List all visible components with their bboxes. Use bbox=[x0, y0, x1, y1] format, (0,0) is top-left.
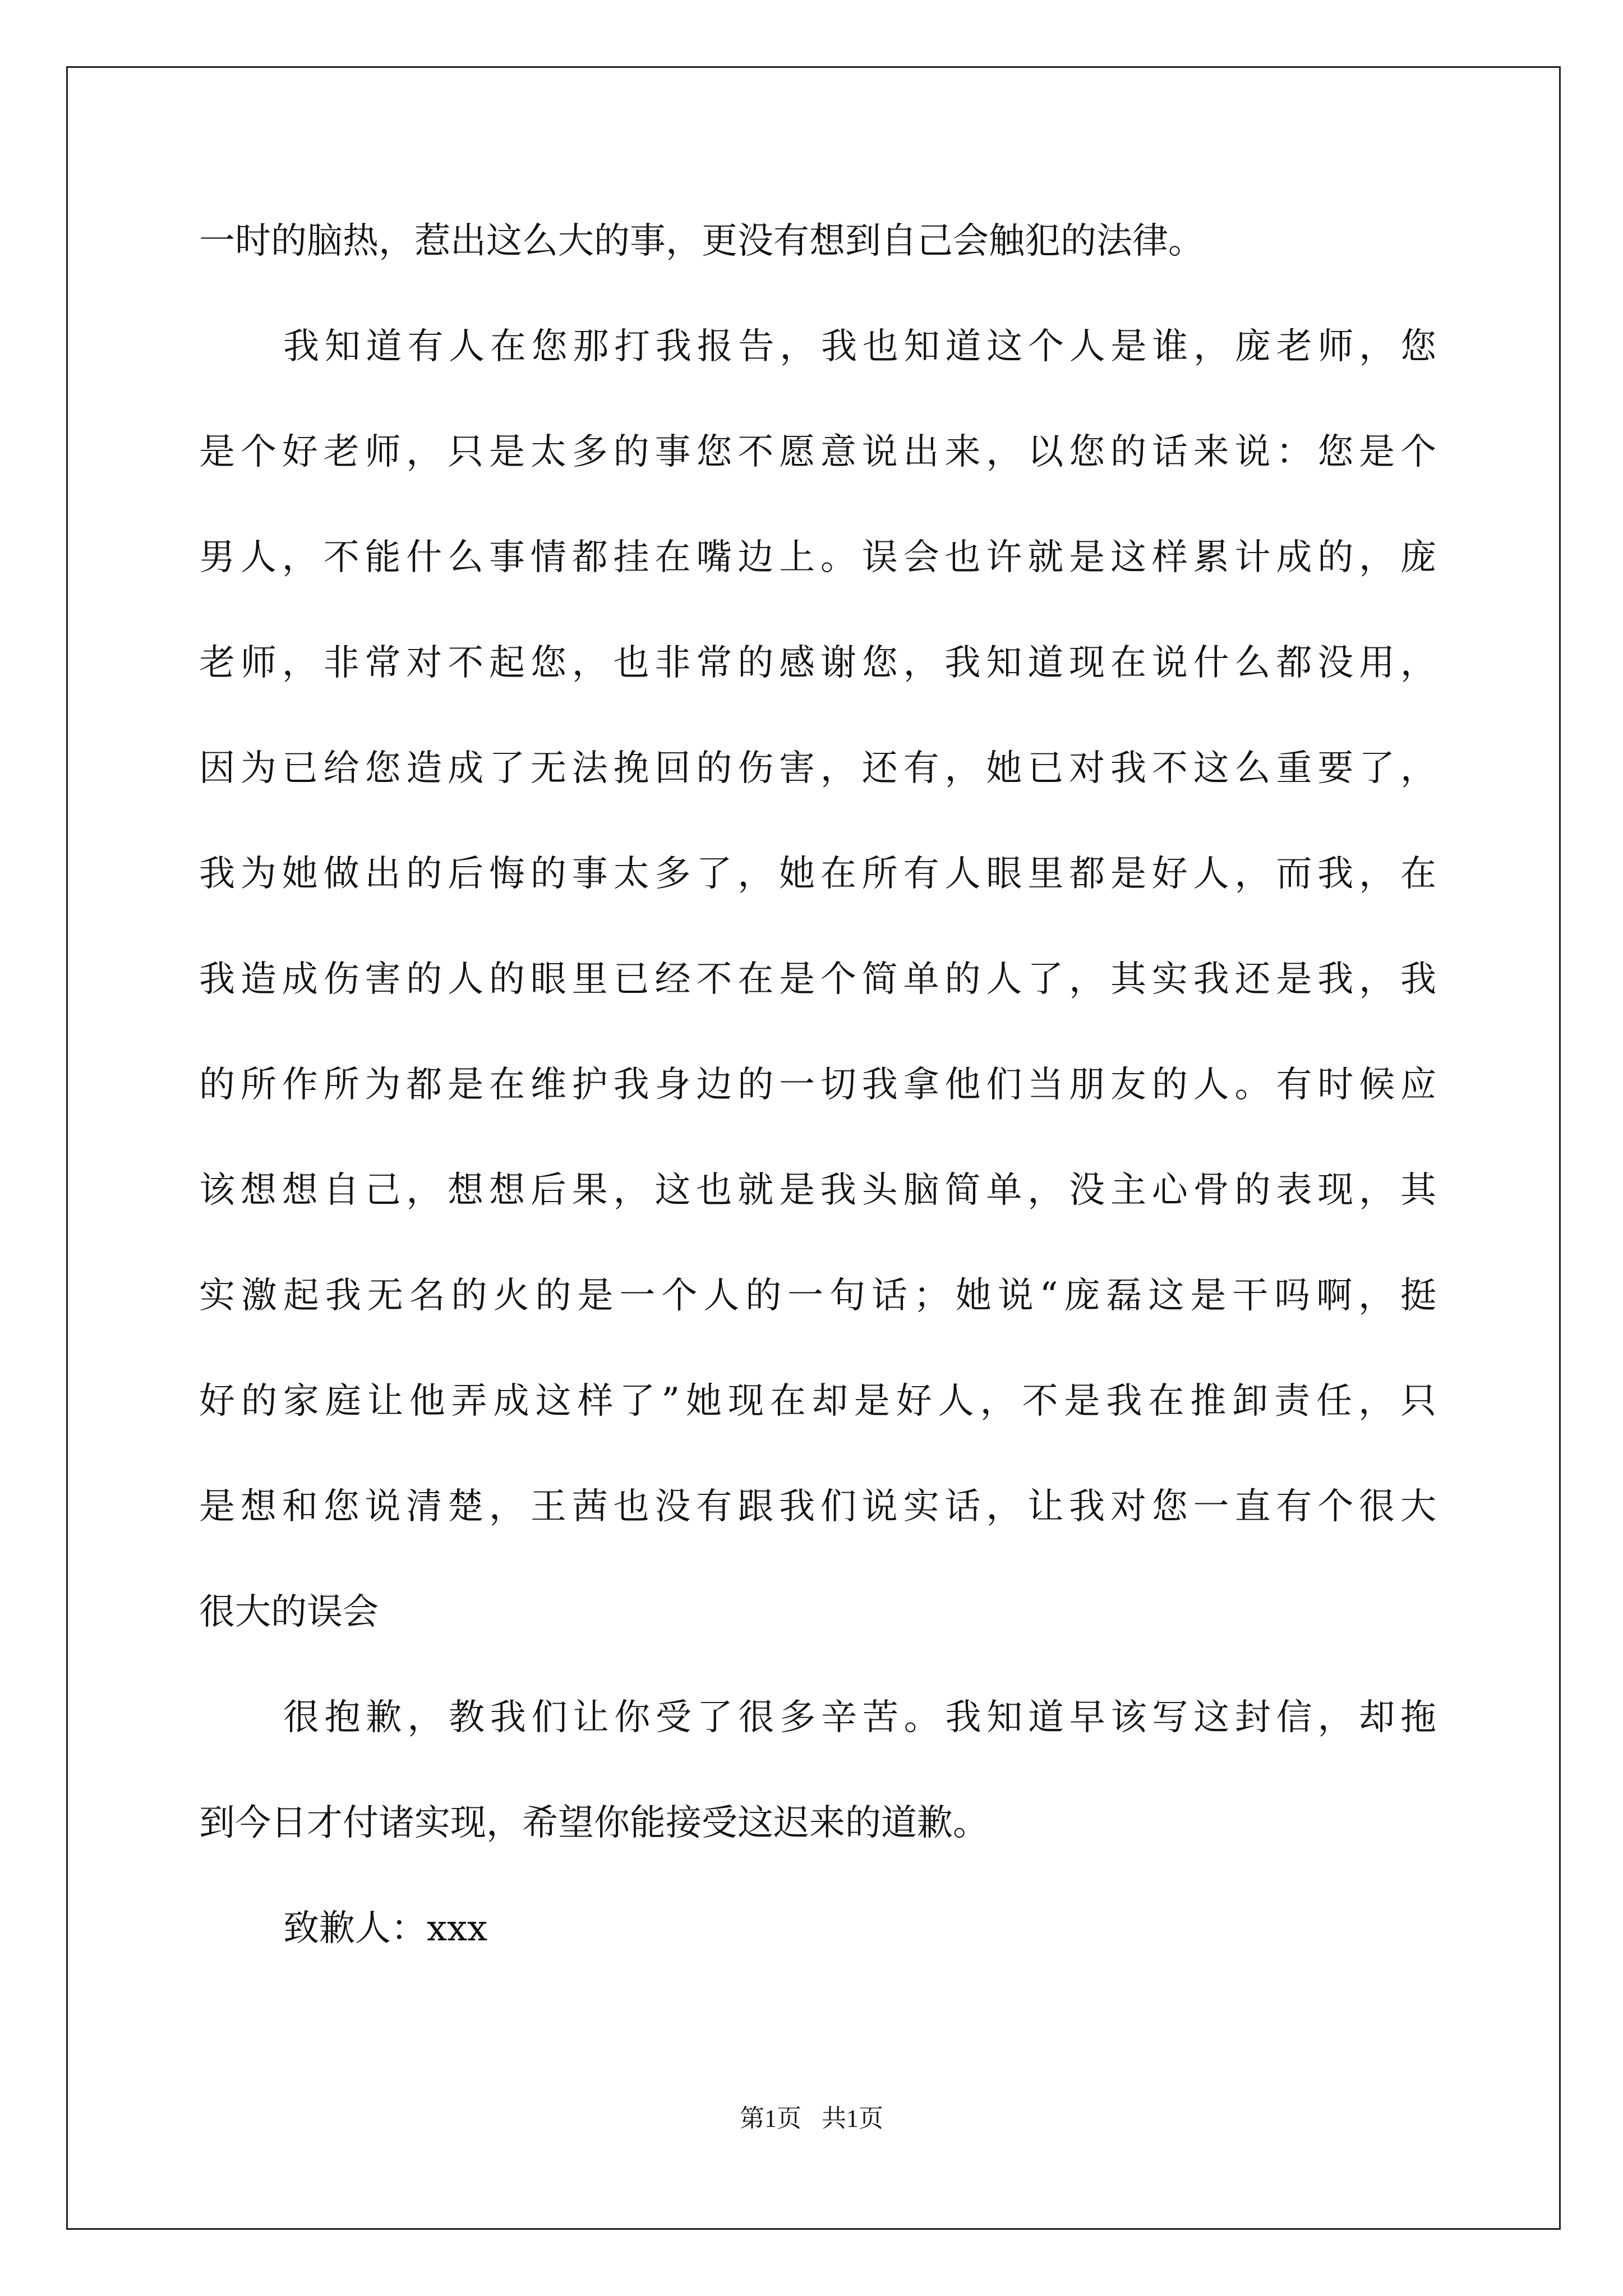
text-line: 到今日才付诸实现，希望你能接受这迟来的道歉。 bbox=[199, 1802, 989, 1844]
paragraph-start-line: 我知道有人在您那打我报告，我也知道这个人是谁，庞老师，您 bbox=[283, 326, 1436, 367]
text-line: 很大的误会 bbox=[199, 1591, 379, 1633]
signature-line: 致歉人：xxx bbox=[283, 1908, 488, 1949]
page-number: 第1页 bbox=[740, 2105, 801, 2132]
text-line: 实激起我无名的火的是一个人的一句话；她说“庞磊这是干吗啊，挺 bbox=[199, 1275, 1436, 1317]
text-line: 男人，不能什么事情都挂在嘴边上。误会也许就是这样累计成的，庞 bbox=[199, 537, 1436, 578]
page-footer bbox=[0, 2098, 1623, 2134]
text-line: 老师，非常对不起您，也非常的感谢您，我知道现在说什么都没用， bbox=[199, 642, 1436, 684]
text-line: 好的家庭让他弄成这样了”她现在却是好人，不是我在推卸责任，只 bbox=[199, 1381, 1436, 1422]
paragraph-start-line: 很抱歉，教我们让你受了很多辛苦。我知道早该写这封信，却拖 bbox=[283, 1697, 1436, 1738]
text-line: 我造成伤害的人的眼里已经不在是个简单的人了，其实我还是我，我 bbox=[199, 959, 1436, 1000]
text-line: 的所作所为都是在维护我身边的一切我拿他们当朋友的人。有时候应 bbox=[199, 1064, 1436, 1106]
text-line: 是个好老师，只是太多的事您不愿意说出来，以您的话来说：您是个 bbox=[199, 431, 1436, 473]
page-total: 共1页 bbox=[822, 2105, 883, 2132]
text-line: 我为她做出的后悔的事太多了，她在所有人眼里都是好人，而我，在 bbox=[199, 853, 1436, 895]
text-line: 该想想自己，想想后果，这也就是我头脑简单，没主心骨的表现，其 bbox=[199, 1170, 1436, 1211]
text-line: 因为已给您造成了无法挽回的伤害，还有，她已对我不这么重要了， bbox=[199, 748, 1436, 789]
text-line: 是想和您说清楚，王茜也没有跟我们说实话，让我对您一直有个很大 bbox=[199, 1486, 1436, 1527]
letter-body bbox=[199, 213, 1436, 2006]
text-line: 一时的脑热，惹出这么大的事，更没有想到自己会触犯的法律。 bbox=[199, 220, 1204, 262]
